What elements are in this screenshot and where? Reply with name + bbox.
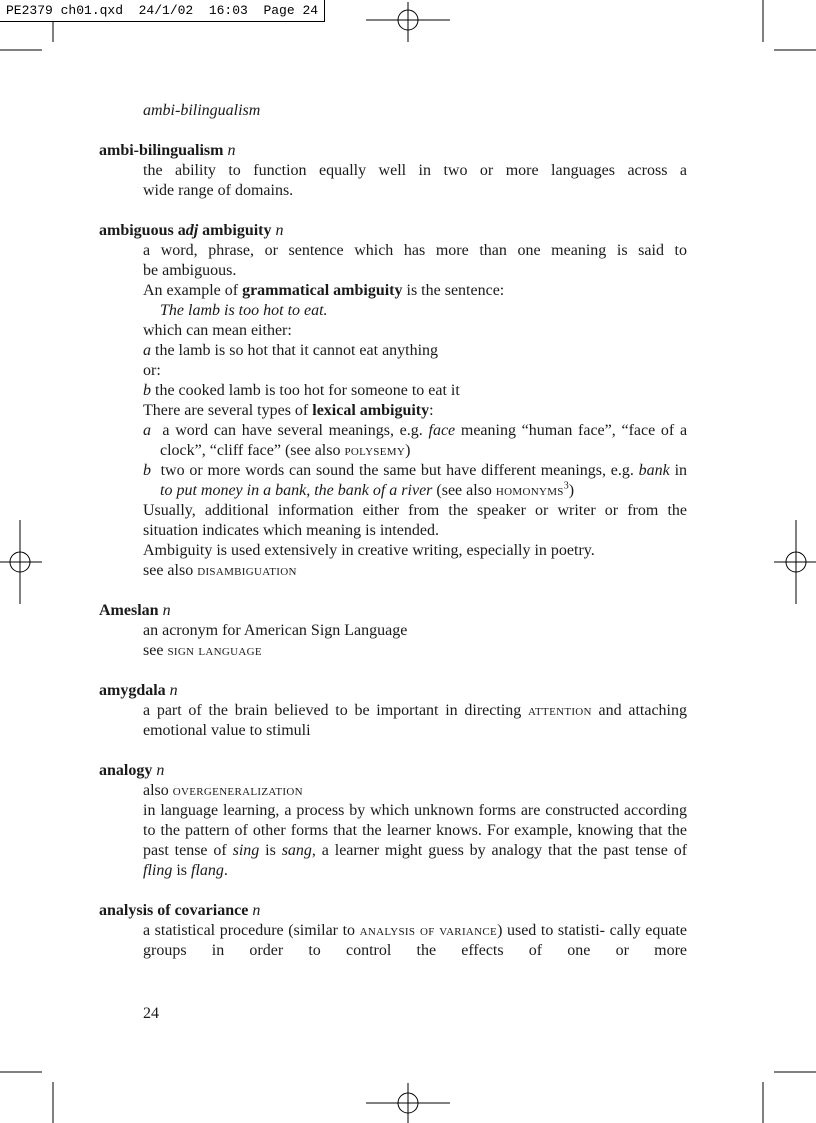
headword: ambiguous (99, 222, 174, 239)
definition-line: wide range of domains. (143, 182, 294, 199)
text-run: the lamb is so hot that it cannot eat anything (155, 342, 439, 359)
part-of-speech: n (156, 762, 165, 779)
text-run: a word can have several meanings, e.g. (162, 422, 423, 439)
definition-line: or: (143, 362, 161, 379)
text-run: There are several types of (143, 402, 309, 419)
list-marker: b (143, 382, 151, 399)
cross-reference: analysis of variance (359, 923, 498, 939)
text-run: in (674, 462, 688, 479)
registration-mark-bottom (366, 1083, 450, 1123)
definition-line: be ambiguous. (143, 262, 237, 279)
italic-term: sing (232, 842, 260, 859)
definition-line: Ambiguity is used extensively in creative writing, especially in poetry. (143, 542, 595, 559)
part-of-speech: n (169, 682, 178, 699)
italic-example: to put money in a bank, the bank of a river (160, 482, 433, 499)
example-sentence: The lamb is too hot to eat. (160, 302, 328, 319)
list-marker: a (143, 422, 151, 439)
definition-line: an acronym for American Sign Language (143, 622, 408, 639)
cross-reference: disambiguation (197, 563, 297, 579)
text-run: see also (143, 562, 194, 579)
cross-reference: homonyms (495, 483, 564, 499)
headword-2: ambiguity (202, 222, 272, 239)
definition-line: Usually, additional information either from the speaker or writer or from the situation indicates which meaning is intended. (143, 502, 687, 539)
text-run: a part of the brain believed to be important in directing (143, 702, 522, 719)
part-of-speech-dj: dj (185, 222, 199, 239)
headword: ambi-bilingualism (99, 142, 224, 159)
registration-mark-left (0, 520, 42, 604)
list-marker: b (143, 462, 151, 479)
part-of-speech-2: n (275, 222, 284, 239)
text-run: the cooked lamb is too hot for someone to eat it (155, 382, 460, 399)
text-run: : (429, 402, 434, 419)
italic-term: sang (281, 842, 312, 859)
definition-line: the ability to function equally well in two or more languages across a (143, 162, 687, 179)
part-of-speech: n (252, 902, 261, 919)
part-of-speech: n (162, 602, 171, 619)
text-run: An example of (143, 282, 239, 299)
registration-mark-right (774, 520, 816, 604)
cross-reference: attention (528, 703, 592, 719)
text-run: (see also (436, 482, 492, 499)
text-run: also (143, 782, 169, 799)
cross-reference: polysemy (344, 443, 406, 459)
headword: amygdala (99, 682, 166, 699)
headword: analogy (99, 762, 153, 779)
text-run: meaning “human face”, “face of a clock”, “cliff face” (see also (160, 422, 688, 459)
registration-mark-top (366, 2, 450, 42)
text-run: ) (568, 482, 575, 499)
text-run: . (223, 862, 228, 879)
definition-line: which can mean either: (143, 322, 292, 339)
text-run: is (265, 842, 276, 859)
list-marker: a (143, 342, 151, 359)
text-run: in language learning, a process by which unknown forms are constructed according to the pattern of other forms that the learner knows. For example, knowing that the past tense of (143, 802, 687, 859)
bold-term: lexical ambiguity (312, 402, 430, 419)
cross-reference: overgeneralization (172, 783, 303, 799)
italic-term: bank (638, 462, 670, 479)
text-run: and attaching emotional value to stimuli (143, 702, 688, 739)
italic-term: fling (143, 862, 173, 879)
headword: Ameslan (99, 602, 159, 619)
headword: analysis of covariance (99, 902, 249, 919)
italic-term: flang (191, 862, 224, 879)
printer-slug-line: PE2379 ch01.qxd 24/1/02 16:03 Page 24 (0, 0, 325, 22)
page-number: 24 (143, 1005, 159, 1022)
cross-reference: sign language (167, 643, 262, 659)
text-run: , a learner might guess by analogy that the past tense of (311, 842, 688, 859)
text-run: is (176, 862, 188, 879)
text-run: is the sentence: (406, 282, 505, 299)
definition-line: a word, phrase, or sentence which has more than one meaning is said to (143, 242, 687, 259)
italic-term: face (428, 422, 456, 439)
part-of-speech-a: a (177, 222, 186, 239)
text-run: two or more words can sound the same but have different meanings, e.g. (160, 462, 634, 479)
superscript: 3 (563, 480, 569, 492)
bold-term: grammatical ambiguity (242, 282, 403, 299)
text-run: ) (405, 442, 411, 459)
text-run: a statistical procedure (similar to (143, 922, 356, 939)
part-of-speech: n (227, 142, 236, 159)
running-head: ambi-bilingualism (143, 102, 261, 119)
text-run: see (143, 642, 164, 659)
text-run: ) used to statisti- cally equate groups in order to control the effects of one or more (143, 922, 688, 959)
